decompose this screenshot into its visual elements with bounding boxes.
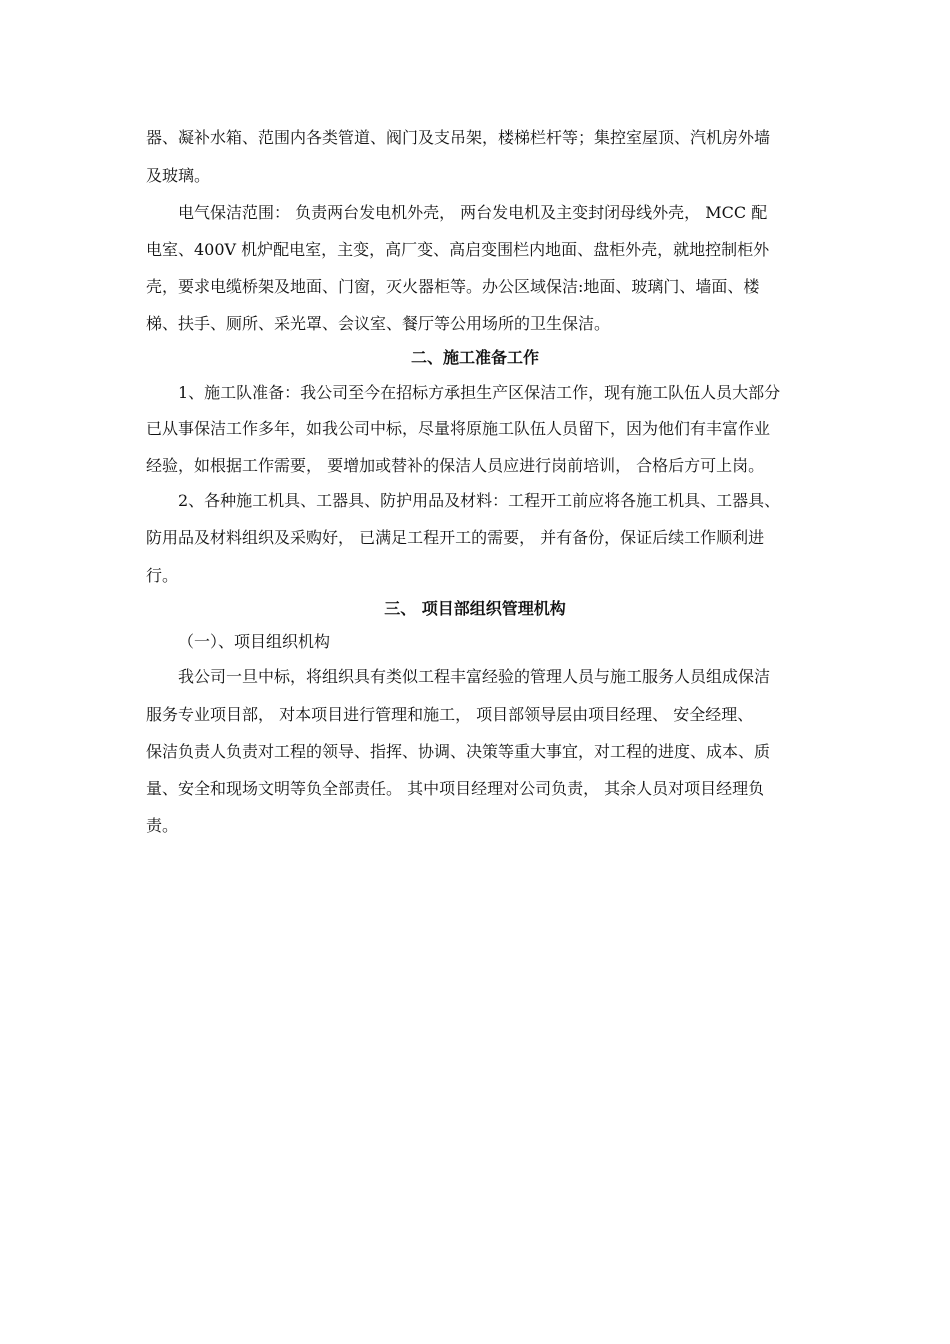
body-line: 梯、扶手、厕所、采光罩、会议室、餐厅等公用场所的卫生保洁。 [146, 314, 611, 333]
body-line: 已从事保洁工作多年，如我公司中标，尽量将原施工队伍人员留下，因为他们有丰富作业 [146, 419, 771, 438]
body-line: 器、凝补水箱、范围内各类管道、阀门及支吊架，楼梯栏杆等；集控室屋顶、汽机房外墙 [146, 128, 771, 147]
paragraph-electrical-start: 电气保洁范围： 负责两台发电机外壳， 两台发电机及主变封闭母线外壳， MCC 配 [178, 203, 768, 222]
paragraph-tools-start: 2、各种施工机具、工器具、防护用品及材料：工程开工前应将各施工机具、工器具、 [178, 491, 781, 510]
body-line: 经验，如根据工作需要， 要增加或替补的保洁人员应进行岗前培训， 合格后方可上岗。 [146, 456, 765, 475]
paragraph-team-start: 1、施工队准备：我公司至今在招标方承担生产区保洁工作，现有施工队伍人员大部分 [178, 383, 781, 402]
body-line: 服务专业项目部， 对本项目进行管理和施工， 项目部领导层由项目经理、 安全经理、 [146, 705, 754, 724]
section-heading-3: 三、 项目部组织管理机构 [384, 599, 566, 618]
body-line: 保洁负责人负责对工程的领导、指挥、协调、决策等重大事宜，对工程的进度、成本、质 [146, 742, 771, 761]
body-line: 防用品及材料组织及采购好， 已满足工程开工的需要， 并有备份，保证后续工作顺利进 [146, 528, 765, 547]
section-heading-2: 二、施工准备工作 [410, 348, 539, 367]
body-line: 责。 [146, 816, 179, 835]
subsection-heading: （一）、项目组织机构 [178, 632, 331, 651]
body-line: 壳，要求电缆桥架及地面、门窗，灭火器柜等。办公区域保洁:地面、玻璃门、墙面、楼 [146, 277, 760, 296]
body-line: 量、安全和现场文明等负全部责任。 其中项目经理对公司负责， 其余人员对项目经理负 [146, 779, 765, 798]
body-line: 及玻璃。 [146, 166, 211, 185]
body-line: 行。 [146, 566, 179, 585]
body-line: 电室、400V 机炉配电室，主变，高厂变、高启变围栏内地面、盘柜外壳，就地控制柜外 [146, 240, 770, 259]
paragraph-org-start: 我公司一旦中标，将组织具有类似工程丰富经验的管理人员与施工服务人员组成保洁 [178, 667, 771, 686]
